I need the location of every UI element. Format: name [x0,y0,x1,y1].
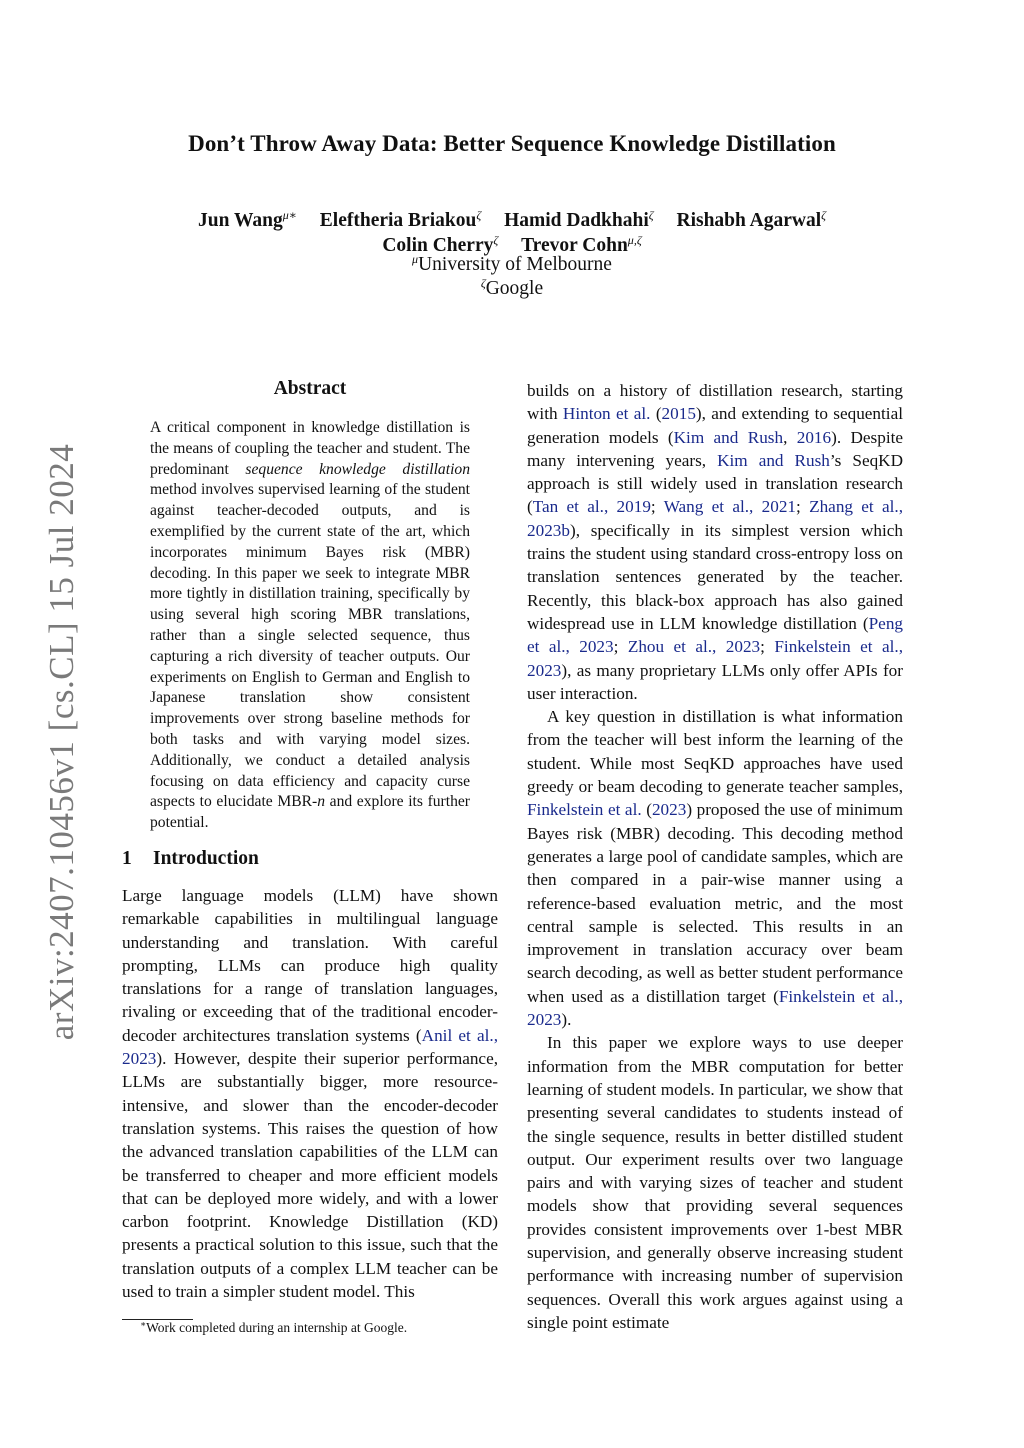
intro-paragraph-3 [527,1031,903,1334]
section-title: Introduction [153,848,259,869]
body-text: ). Despite many intervening years, [527,427,903,470]
author-marks: μ∗ [282,208,297,222]
body-text: ) proposed the use of minimum Bayes risk (MBR) decoding. This decoding method generates a large pool of candidate samples, which are then compared in a pair-wise manner using a reference-based evaluation metric, and the most central sample is selected. This results in an improvement in translation accuracy over beam search decoding, as well as better student performance when used as a distillation target ( [527,800,903,1006]
citation-link[interactable]: 2015 [661,404,696,424]
section-number: 1 [122,848,132,869]
citation-link[interactable]: Zhou et al., 2023 [627,637,761,657]
abstract-heading: Abstract [273,378,347,399]
intro-right-column [527,379,903,1334]
body-text: ), and extending to sequential generation models ( [527,404,903,447]
abstract-text: A critical component in knowledge distillation is the means of coupling the teacher and student. The predominant [150,419,470,478]
author-name: Rishabh Agarwal [676,210,822,231]
abstract-text: method involves supervised learning of the student against teacher-decoded outputs, and is exemplified by the current state of the art, which incorporates minimum Bayes risk (MBR) decoding. In this paper we seek to integrate MBR more tightly in distillation training, specifically by using several high scoring MBR translations, rather than a single selected sequence, thus capturing a rich diversity of teacher outputs. Our experiments on English to German and English to Japanese translation show consistent improvements over strong baseline methods for both tasks and with varying model sizes. Additionally, we conduct a detailed analysis focusing on data efficiency and capacity curse aspects to elucidate MBR- [150,481,470,811]
citation-link[interactable]: 2023 [651,800,687,820]
citation-link[interactable]: Hinton et al. [562,404,651,424]
affiliation-name: University of Melbourne [418,254,612,275]
abstract-body [150,418,470,834]
citation-link[interactable]: Tan et al., 2019 [532,497,651,517]
citation-link[interactable]: Wang et al., 2021 [663,497,797,517]
affiliation-name: Google [485,278,544,299]
citation-link[interactable]: Anil et al., 2023 [122,1025,498,1069]
body-text: Large language models (LLM) have shown remarkable capabilities in multilingual language understanding and translation. With careful prompting, LLMs can produce high quality translations for a range of translation languages, rivaling or exceeding that of the traditional encoder-decoder architectures translation systems ( [122,886,498,1045]
abstract-emphasis: n [317,793,326,811]
affiliation-mark: ζ [480,276,486,290]
abstract-text: and explore its further potential. [150,793,470,832]
paper-title: Don’t Throw Away Data: Better Sequence Knowledge Distillation [188,131,836,156]
footnote-text: Work completed during an internship at Google. [146,1320,408,1335]
citation-link[interactable]: Finkelstein et al. [527,800,642,820]
author-marks: μ,ζ [627,233,642,247]
citation-link[interactable]: Peng et al., 2023 [527,613,903,657]
intro-paragraph-1a [122,884,498,1303]
citation-link[interactable]: Kim and Rush [673,427,784,447]
intro-left-column [122,884,498,1303]
author-name: Trevor Cohn [521,235,628,256]
author-name: Eleftheria Briakou [319,210,477,231]
citation-link[interactable]: Finkelstein et al., 2023 [527,986,903,1030]
body-text: ; [613,637,628,657]
intro-paragraph-1b [527,379,903,705]
body-text: ; [650,497,664,517]
body-text: , [783,427,797,447]
author-name: Hamid Dadkhahi [504,210,649,231]
abstract-emphasis: sequence knowledge distillation [245,460,470,478]
body-text: builds on a history of distillation research, starting with [527,381,903,424]
footnote [140,1316,407,1336]
author-marks: ζ [493,233,499,247]
citation-link[interactable]: 2016 [796,427,832,447]
body-text: ), as many proprietary LLMs only offer APIs for user interaction. [527,660,903,703]
body-text: ; [760,637,775,657]
affiliation-melbourne [0,252,1024,276]
author-name: Jun Wang [197,210,283,231]
citation-link[interactable]: Zhang et al., 2023b [527,497,903,540]
body-text: ( [650,404,662,424]
arxiv-id: arXiv:2407.10456v1 [cs.CL] 15 Jul 2024 [42,443,81,1041]
citation-link[interactable]: Finkelstein et al., 2023 [527,637,903,680]
body-text: ( [641,800,652,820]
body-text: ). However, despite their superior performance, LLMs are substantially bigger, more resource-intensive, and slower than the encoder-decoder translation systems. This raises the question of how the advanced translation capabilities of the LLM can be transferred to cheaper and more efficient models that can be deployed more widely, and with a lower carbon footprint. Knowledge Distillation (KD) presents a practical solution to this issue, such that the translation outputs of a complex LLM teacher can be used to train a simpler student model. This [122,1049,498,1302]
body-text: ), specifically in its simplest version which trains the student using standard cross-entropy loss on translation sentences generated by the teacher. Recently, this black-box approach has also gained widespread use in LLM knowledge distillation ( [527,520,903,633]
author-marks: ζ [648,208,654,222]
affiliation-google [0,276,1024,300]
author-marks: ζ [821,208,827,222]
footnote-mark: ∗ [140,1319,147,1329]
section-heading [122,848,259,870]
intro-paragraph-2 [527,705,903,1031]
body-text: ; [796,497,810,517]
affiliation-mark: μ [412,252,419,266]
body-text: ’s SeqKD approach is still widely used in translation research ( [527,450,903,517]
author-marks: ζ [476,208,482,222]
author-name: Colin Cherry [382,235,494,256]
body-text: In this paper we explore ways to use deeper information from the MBR computation for better learning of student models. In particular, we show that presenting several candidates to students instead of the single sequence, results in better distilled student output. Our experiment results over two language pairs and with varying sizes of teacher and student models show that providing several sequences provides consistent improvements over 1-best MBR supervision, and generally observe increasing student performance with increasing number of supervision sequences. Overall this work argues against using a single point estimate [527,1033,903,1332]
body-text: A key question in distillation is what information from the teacher will best inform the learning of the student. While most SeqKD approaches have used greedy or beam decoding to generate teacher samples, [527,707,903,797]
body-text: ). [561,1010,572,1030]
citation-link[interactable]: Kim and Rush [717,450,830,470]
